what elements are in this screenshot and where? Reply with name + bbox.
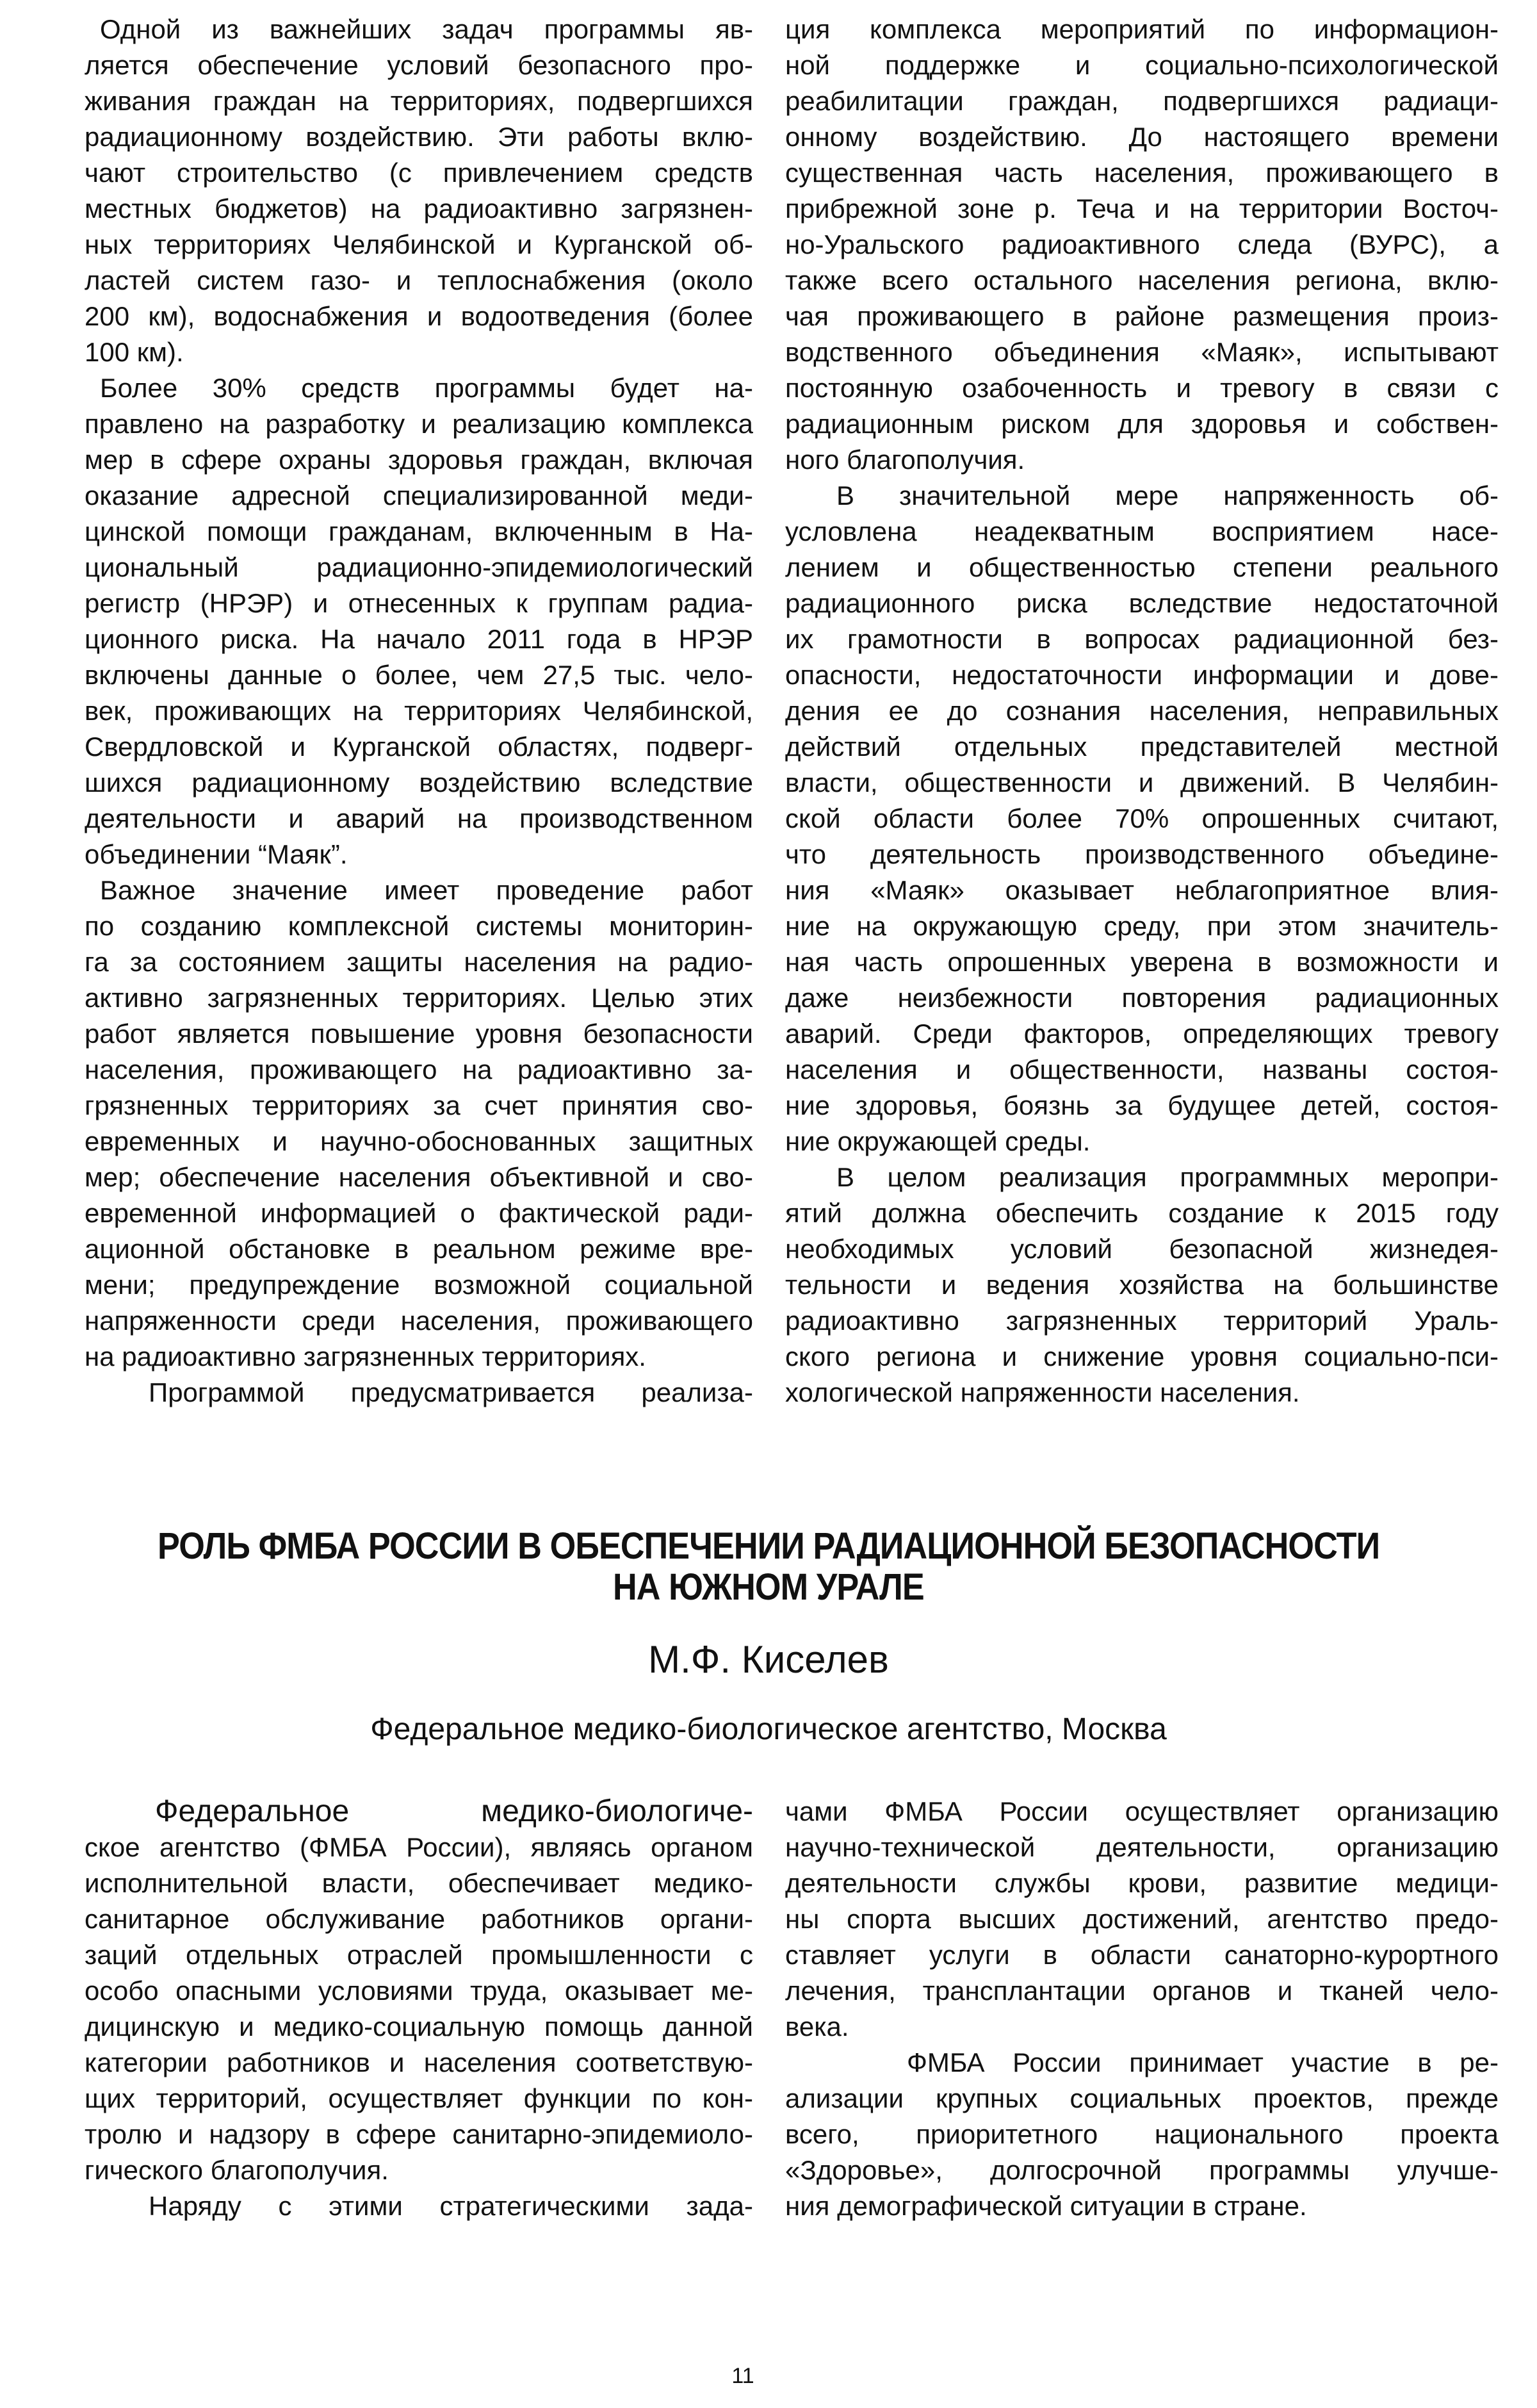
text-line: ластей систем газо- и теплоснабжения (около <box>85 265 753 295</box>
text-line: научно-технической деятельности, организацию <box>785 1832 1499 1862</box>
text-line: евременных и научно-обоснованных защитных <box>85 1126 753 1156</box>
text-line: на радиоактивно загрязненных территориях. <box>85 1341 646 1372</box>
text-line: реабилитации граждан, подвергшихся радиаци- <box>785 86 1499 116</box>
text-line: санитарное обслуживание работников органи- <box>85 1904 753 1934</box>
paragraph <box>785 2045 1499 2224</box>
text-line: регистр (НРЭР) и отнесенных к группам радиа- <box>85 588 753 618</box>
paragraph <box>785 12 1499 478</box>
text-line: ятий должна обеспечить создание к 2015 году <box>785 1198 1499 1228</box>
text-line: В целом реализация программных меропри- <box>836 1162 1499 1192</box>
text-line: шихся радиационному воздействию вследствие <box>85 767 753 798</box>
text-line: ния демографической ситуации в стране. <box>785 2191 1307 2221</box>
text-line: тельности и ведения хозяйства на большинстве <box>785 1270 1499 1300</box>
text-line: напряженности среди населения, проживающего <box>85 1306 753 1336</box>
text-line: лением и общественностью степени реального <box>785 552 1499 582</box>
text-line: оказание адресной специализированной меди- <box>85 480 753 511</box>
text-line: особо опасными условиями труда, оказывает ме- <box>85 1976 753 2006</box>
article2-right-column <box>785 1794 1499 2224</box>
paragraph <box>85 872 753 1375</box>
text-line: опасности, недостаточности информации и дове- <box>785 660 1499 690</box>
text-line: ской области более 70% опрошенных считают, <box>785 803 1499 833</box>
text-line: ние на окружающую среду, при этом значитель- <box>785 911 1499 941</box>
text-line: местных бюджетов) на радиоактивно загрязнен- <box>85 193 753 224</box>
text-line: прибрежной зоне р. Теча и на территории Восточ- <box>785 193 1499 224</box>
text-line: онному воздействию. До настоящего времени <box>785 122 1499 152</box>
text-line: радиационного риска вследствие недостаточной <box>785 588 1499 618</box>
text-line: что деятельность производственного объедине- <box>785 839 1499 869</box>
text-line: Свердловской и Курганской областях, подверг- <box>85 732 753 762</box>
text-line: век, проживающих на территориях Челябинской, <box>85 696 753 726</box>
text-line: постоянную озабоченность и тревогу в связи с <box>785 373 1499 403</box>
text-line: ных территориях Челябинской и Курганской об- <box>85 229 753 259</box>
text-line: Более 30% средств программы будет на- <box>100 373 753 403</box>
text-line: необходимых условий безопасной жизнедея- <box>785 1234 1499 1264</box>
article2-left-column <box>85 1794 753 2224</box>
article2-affiliation: Федеральное медико-биологическое агентство, Москва <box>370 1712 1167 1746</box>
text-line: ационной обстановке в реальном режиме вре- <box>85 1234 753 1264</box>
text-line: ние здоровья, боязнь за будущее детей, состоя- <box>785 1090 1499 1120</box>
text-line: ализации крупных социальных проектов, прежде <box>785 2083 1499 2113</box>
text-line: населения и общественности, названы состоя- <box>785 1054 1499 1085</box>
text-line: категории работников и населения соответствую- <box>85 2047 753 2077</box>
text-line: радиоактивно загрязненных территорий Ураль- <box>785 1306 1499 1336</box>
text-line: деятельности и аварий на производственном <box>85 803 753 833</box>
text-line: действий отдельных представителей местной <box>785 732 1499 762</box>
text-line: аварий. Среди факторов, определяющих тревогу <box>785 1019 1499 1049</box>
text-line: ского региона и снижение уровня социально-пси- <box>785 1341 1499 1372</box>
text-line: по созданию комплексной системы мониторин- <box>85 911 753 941</box>
paragraph <box>85 1375 753 1411</box>
text-line: щих территорий, осуществляет функции по кон- <box>85 2083 753 2113</box>
text-line: ставляет услуги в области санаторно-курортного <box>785 1940 1499 1970</box>
text-line: даже неизбежности повторения радиационных <box>785 983 1499 1013</box>
title-text: НА ЮЖНОМ УРАЛЕ <box>613 1566 924 1608</box>
text-line: века. <box>785 2011 849 2042</box>
text-line: чают строительство (с привлечением средств <box>85 158 753 188</box>
text-line: грязненных территориях за счет принятия сво- <box>85 1090 753 1120</box>
text-line: ния «Маяк» оказывает неблагоприятное влия- <box>785 875 1499 905</box>
text-line: мени; предупреждение возможной социальной <box>85 1270 753 1300</box>
text-line: власти, общественности и движений. В Челябин- <box>785 767 1499 798</box>
text-line: радиационному воздействию. Эти работы вклю- <box>85 122 753 152</box>
text-line: дицинскую и медико-социальную помощь данной <box>85 2011 753 2042</box>
text-line: мер; обеспечение населения объективной и сво- <box>85 1162 753 1192</box>
text-line: ФМБА России принимает участие в ре- <box>907 2047 1499 2077</box>
text-line: мер в сфере охраны здоровья граждан, включая <box>85 445 753 475</box>
text-line: гического благополучия. <box>85 2155 389 2185</box>
text-line: работ является повышение уровня безопасности <box>85 1019 753 1049</box>
text-line: существенная часть населения, проживающего в <box>785 158 1499 188</box>
text-line: 100 км). <box>85 337 184 367</box>
title-text: РОЛЬ ФМБА РОССИИ В ОБЕСПЕЧЕНИИ РАДИАЦИОННОЙ БЕЗОПАСНОСТИ <box>157 1525 1380 1567</box>
text-line: деятельности службы крови, развитие медици- <box>785 1868 1499 1898</box>
text-line: условлена неадекватным восприятием насе- <box>785 516 1499 546</box>
text-line: ние окружающей среды. <box>785 1126 1091 1156</box>
text-line: хологической напряженности населения. <box>785 1377 1300 1407</box>
text-line: включены данные о более, чем 27,5 тыс. чело- <box>85 660 753 690</box>
text-line: ляется обеспечение условий безопасного про- <box>85 50 753 80</box>
paragraph <box>85 1794 753 2188</box>
text-line: чами ФМБА России осуществляет организацию <box>785 1796 1499 1826</box>
paragraph <box>85 2188 753 2224</box>
text-line: радиационным риском для здоровья и собствен- <box>785 409 1499 439</box>
text-line: живания граждан на территориях, подвергшихся <box>85 86 753 116</box>
text-line: Важное значение имеет проведение работ <box>100 875 753 905</box>
text-line: водственного объединения «Маяк», испытывают <box>785 337 1499 367</box>
text-line: заций отдельных отраслей промышленности с <box>85 1940 753 1970</box>
text-line: но-Уральского радиоактивного следа (ВУРС), а <box>785 229 1499 259</box>
text-line: циональный радиационно-эпидемиологический <box>85 552 753 582</box>
text-line: Федеральное медико-биологиче- <box>155 1794 753 1828</box>
text-line: ское агентство (ФМБА России), являясь органом <box>85 1832 753 1862</box>
text-line: чая проживающего в районе размещения произ- <box>785 301 1499 331</box>
text-line: населения, проживающего на радиоактивно за- <box>85 1054 753 1085</box>
text-line: также всего остального населения региона, вклю- <box>785 265 1499 295</box>
article1-right-column <box>785 12 1499 1411</box>
article2-title-line2 <box>0 1566 1537 1609</box>
paragraph <box>785 1159 1499 1411</box>
article1-left-column <box>85 12 753 1411</box>
text-line: Наряду с этими стратегическими зада- <box>149 2191 753 2221</box>
text-line: «Здоровье», долгосрочной программы улучше- <box>785 2155 1499 2185</box>
text-line: цинской помощи гражданам, включенным в На- <box>85 516 753 546</box>
text-line: 200 км), водоснабжения и водоотведения (более <box>85 301 753 331</box>
text-line: ция комплекса мероприятий по информацион- <box>785 14 1499 44</box>
text-line: лечения, трансплантации органов и тканей чело- <box>785 1976 1499 2006</box>
paragraph <box>785 1794 1499 2045</box>
text-line: их грамотности в вопросах радиационной без- <box>785 624 1499 654</box>
text-line: дения ее до сознания населения, неправильных <box>785 696 1499 726</box>
article2-author: М.Ф. Киселев <box>648 1638 889 1681</box>
text-line: ная часть опрошенных уверена в возможности и <box>785 947 1499 977</box>
text-line: активно загрязненных территориях. Целью этих <box>85 983 753 1013</box>
text-line: Одной из важнейших задач программы яв- <box>100 14 753 44</box>
text-line: Программой предусматривается реализа- <box>149 1377 753 1407</box>
text-line: ного благополучия. <box>785 445 1025 475</box>
text-line: ционного риска. На начало 2011 года в НРЭР <box>85 624 753 654</box>
text-line: всего, приоритетного национального проекта <box>785 2119 1499 2149</box>
article2-title-line1 <box>0 1525 1537 1568</box>
text-line: объединении “Маяк”. <box>85 839 348 869</box>
text-line: евременной информацией о фактической ради- <box>85 1198 753 1228</box>
text-line: В значительной мере напряженность об- <box>836 480 1499 511</box>
paragraph <box>85 370 753 872</box>
text-line: га за состоянием защиты населения на радио- <box>85 947 753 977</box>
text-line: правлено на разработку и реализацию комплекса <box>85 409 753 439</box>
paragraph <box>85 12 753 370</box>
paragraph <box>785 478 1499 1159</box>
page-number: 11 <box>731 2364 754 2388</box>
text-line: тролю и надзору в сфере санитарно-эпидемиоло- <box>85 2119 753 2149</box>
text-line: ной поддержке и социально-психологической <box>785 50 1499 80</box>
text-line: исполнительной власти, обеспечивает медико- <box>85 1868 753 1898</box>
text-line: ны спорта высших достижений, агентство предо- <box>785 1904 1499 1934</box>
